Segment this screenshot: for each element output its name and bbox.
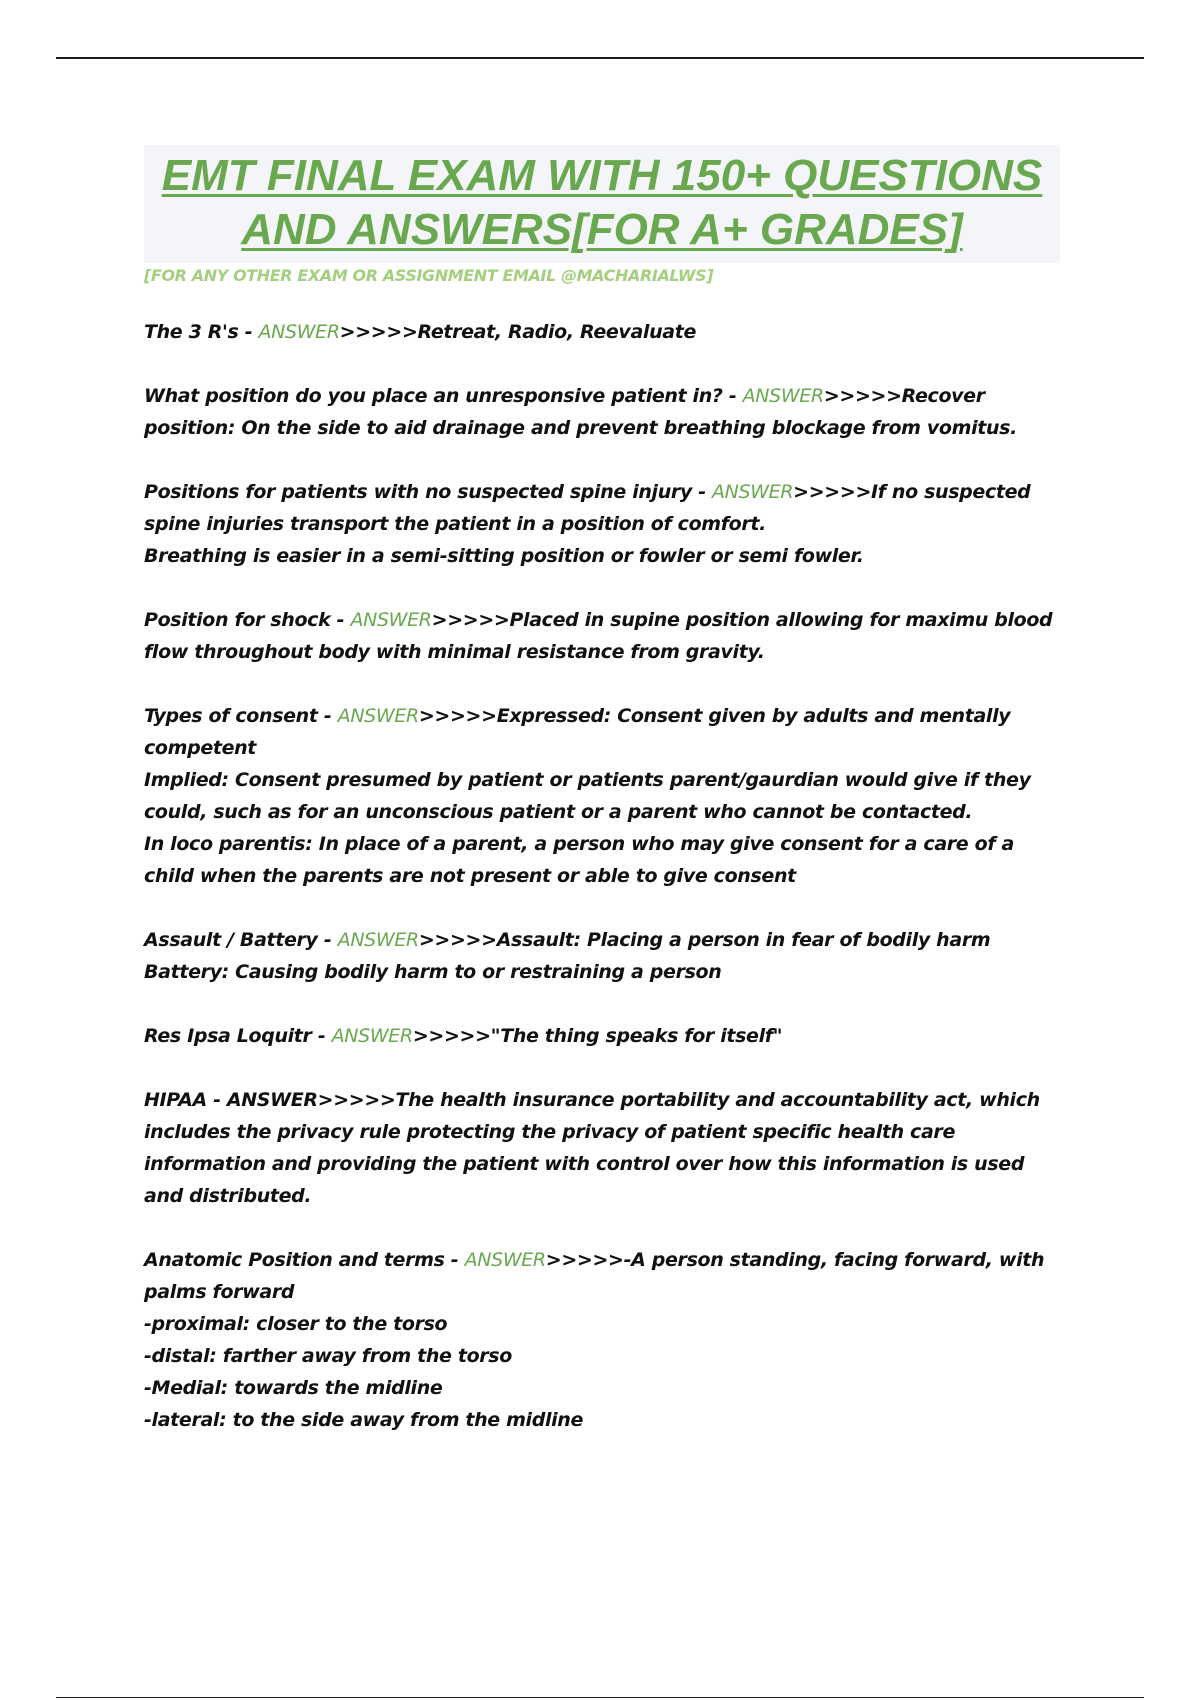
answer-line: -distal: farther away from the torso [144,1345,512,1367]
document-subtitle: [FOR ANY OTHER EXAM OR ASSIGNMENT EMAIL @MACHARIALWS] [144,266,714,285]
question-text: What position do you place an unresponsive patient in? - [144,385,743,407]
question-text: The 3 R's - [144,321,259,343]
answer-text: >>>>>Expressed: Consent given by adults and mentally competent [144,705,1011,759]
answer-label: ANSWER [712,481,794,503]
qa-first-line [144,1244,1060,1308]
answer-text: >>>>>Retreat, Radio, Reevaluate [339,321,697,343]
document-title: EMT FINAL EXAM WITH 150+ QUESTIONS AND ANSWERS[FOR A+ GRADES] [161,151,1043,254]
answer-label: ANSWER [337,705,419,727]
qa-first-line [144,316,1060,348]
qa-item [144,1020,1060,1052]
answer-line: In loco parentis: In place of a parent, a person who may give consent for a care of a child when the parents are not present or able to give consent [144,833,1014,887]
top-rule [56,57,1144,59]
qa-item [144,700,1060,892]
qa-item [144,476,1060,572]
question-text: Positions for patients with no suspected spine injury - [144,481,712,503]
answer-line: Battery: Causing bodily harm to or restraining a person [144,961,722,983]
qa-item [144,604,1060,668]
answer-label: ANSWER [337,929,419,951]
answer-label: ANSWER [464,1249,546,1271]
qa-list [144,316,1060,1436]
qa-first-line [144,604,1060,668]
answer-text: >>>>>If no suspected spine injuries transport the patient in a position of comfort. [144,481,1031,535]
question-text: Assault / Battery - [144,929,338,951]
qa-first-line [144,476,1060,540]
answer-line: -proximal: closer to the torso [144,1313,448,1335]
question-text: HIPAA - [144,1089,227,1111]
qa-item [144,924,1060,988]
qa-first-line [144,700,1060,764]
question-text: Anatomic Position and terms - [144,1249,465,1271]
answer-label: ANSWER [742,385,824,407]
answer-label: ANSWER [226,1089,318,1111]
answer-label: ANSWER [331,1025,413,1047]
answer-line: Implied: Consent presumed by patient or patients parent/gaurdian would give if they could, such as for an unconscious patient or a parent who cannot be contacted. [144,769,1031,823]
qa-first-line [144,380,1060,444]
answer-text: >>>>>-A person standing, facing forward, with palms forward [144,1249,1045,1303]
answer-line: -lateral: to the side away from the midline [144,1409,584,1431]
answer-text: >>>>>The health insurance portability and accountability act, which includes the privacy rule protecting the privacy of patient specific health care information and providing the patient with control over how this information is used and distributed. [144,1089,1040,1207]
answer-text: >>>>>Recover position: On the side to aid drainage and prevent breathing blockage from vomitus. [144,385,1017,439]
qa-first-line [144,1084,1060,1212]
answer-label: ANSWER [258,321,340,343]
answer-text: >>>>>Assault: Placing a person in fear of bodily harm [418,929,991,951]
qa-item [144,380,1060,444]
bottom-rule [56,1697,1144,1698]
qa-first-line [144,1020,1060,1052]
answer-label: ANSWER [350,609,432,631]
answer-text: >>>>>Placed in supine position allowing for maximu blood flow throughout body with minimal resistance from gravity. [144,609,1053,663]
question-text: Types of consent - [144,705,338,727]
answer-line: Breathing is easier in a semi-sitting position or fowler or semi fowler. [144,545,864,567]
qa-item [144,316,1060,348]
question-text: Res Ipsa Loquitr - [144,1025,332,1047]
qa-item [144,1084,1060,1212]
document-body [144,145,1060,1468]
answer-line: -Medial: towards the midline [144,1377,443,1399]
qa-first-line [144,924,1060,956]
qa-item [144,1244,1060,1436]
title-banner [144,145,1060,263]
answer-text: >>>>>"The thing speaks for itself" [412,1025,783,1047]
question-text: Position for shock - [144,609,351,631]
